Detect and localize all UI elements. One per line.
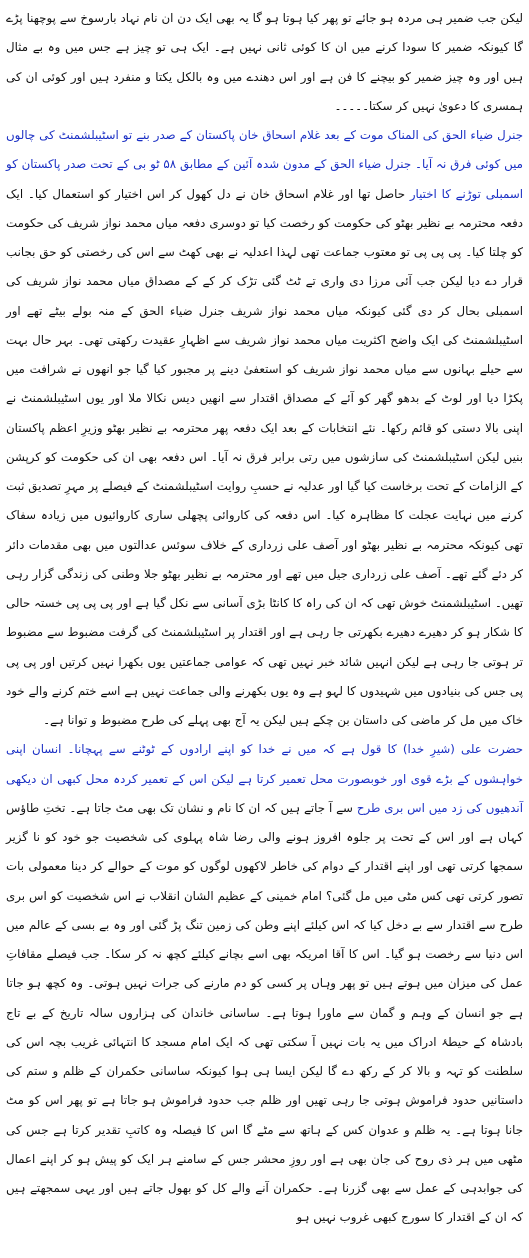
paragraph-3-highlight: حضرت علی (شیرِ خدا) کا قول ہے کہ میں نے خدا کو اپنے ارادوں کے ٹوٹنے سے پہچانا۔ انسان اپنی خواہشوں کے بڑے قوی اور خوبصورت محل تعمیر کرتا ہے لیکن اس کے تعمیر کردہ محل کبھی ان دیکھی آندھیوں کی زد میں اس بری طرح [6, 742, 523, 815]
paragraph-2-highlight: جنرل ضیاء الحق کی المناک موت کے بعد غلام اسحاق خان پاکستان کے صدر بنے تو اسٹیبلشمنٹ کی چالوں میں کوئی فرق نہ آیا۔ جنرل ضیاء الحق کے مدون شدہ آئین کے مطابق ۵۸ ٹو بی کے تحت صدر پاکستان کو اسمبلی توڑنے کا اختیار [6, 128, 524, 201]
paragraph-3-text: سے آ جاتے ہیں کہ ان کا نام و نشان تک بھی مٹ جاتا ہے۔ تختِ طاؤس کہاں ہے اور اس کے تحت پر جلوہ افروز ہونے والی رضا شاہ پہلوی کی شخصیت جو خود کو نا گزیر سمجھا کرتی تھی اور اپنے اقتدار کے دوام کی خاطر لاکھوں لوگوں کو موت کے حوالے کر دینا معمولی بات تصور کرتی تھی کس مٹی میں مل گئی؟ امام خمینی کے عظیم الشان انقلاب نے اس شخصیت کو اس بری طرح سے اقتدار سے بے دخل کیا کہ اس کیلئے اپنے وطن کی زمین تنگ پڑ گئی اور وہ بے بسی کے عالم میں اس دنیا سے رخصت ہو گیا۔ اس کا آقا امریکہ بھی اسے بچانے کیلئے کچھ نہ کر سکا۔ جب فیصلے مقافاتِ عمل کی میزان میں ہوتے ہیں تو پھر وہاں پر کسی کو دم مارنے کی جرات نہیں ہوتی۔ وہ کچھ ہو جاتا ہے جو انسان کے وہم و گمان سے ماورا ہوتا ہے۔ ساسانی خاندان کی ہزاروں سالہ تاریخ کے بے تاج بادشاہ کے حیطۂ ادراک میں یہ بات نہیں آ سکتی تھی کہ ایک امام مسجد کا انتہائی غریب بچہ اس کی سلطنت کو تہہ و بالا کر کے رکھ دے گا لیکن ایسا ہی ہوا کیونکہ ساسانی حکمران کے ظلم و ستم کی داستانیں حدود فراموش ہوتی جا رہی تھیں اور ظلم جب حدود فراموش ہو جاتا ہے تو پھر اس کو مٹ جانا ہوتا ہے۔ یہ ظلم و عدوان کس کے ہاتھ سے مٹے گا اس کا فیصلہ وہ کاتبِ تقدیر کرتا ہے جس کی مٹھی میں ہر ذی روح کی جان بھی ہے اور روزِ محشر جس کے سامنے ہر ایک کو پیش ہو کر اپنے اعمال کی جوابدہی کے عمل سے بھی گزرنا ہے۔ حکمران آنے والے کل کو بھول جاتے ہیں اور یہی سمجھتے ہیں کہ ان کے اقتدار کا سورج کبھی غروب نہیں ہو [6, 800, 523, 1225]
paragraph-3 [6, 735, 523, 1232]
paragraph-2-text: حاصل تھا اور غلام اسحاق خان نے دل کھول کر اس اختیار کو استعمال کیا۔ ایک دفعہ محترمہ بے نظیر بھٹو کی حکومت کو رخصت کیا تو دوسری دفعہ میاں محمد نواز شریف کی حکومت کو چلتا کیا۔ پی پی پی تو معتوب جماعت تھی لہذا اعدلیہ نے بھی کھٹ سے اس کی رخصتی کو حق بجانب قرار دے دیا لیکن جب آئی مرزا دی واری تے ٹٹ گئی تڑک کر کے کے مصداق میاں محمد نواز شریف کی اسمبلی بحال کر دی گئی کیونکہ میاں محمد نواز شریف جنرل ضیاء الحق کے منہ بولے بیٹے تھے اور اسٹیبلشمنٹ کی ایک واضح اکثریت میاں محمد نواز شریف سے اظہارِ عقیدت رکھتی تھی۔ بہر حال بہت سے حیلے بہانوں سے میاں محمد نواز شریف کو استعفیٰ دینے پر مجبور کیا گیا جو انھوں نے شرافت میں پکڑا دیا اور لوٹ کے بدھو گھر کو آئے کے مصداق اقتدار سے انھیں دیس نکالا ملا اور یوں اسٹیبلشمنٹ نے اپنی بالا دستی کو قائم رکھا۔ نئے انتخابات کے بعد ایک دفعہ پھر محترمہ بے نظیر بھٹو وزیرِ اعظم پاکستان بنیں لیکن اسٹیبلشمنٹ کی سازشوں میں رتی برابر فرق نہ آیا۔ اس دفعہ بھی ان کی حکومت کو کرپشن کے الزامات کے تحت برخاست کیا گیا اور عدلیہ نے حسبِ روایت اسٹیبلشمنٹ کے فیصلے پر مہرِ تصدیق ثبت کرنے میں نہایت عجلت کا مظاہرہ کیا۔ اس دفعہ کی کاروائی پچھلی ساری کاروائیوں میں زیادہ سفاک تھی کیونکہ محترمہ بے نظیر بھٹو اور آصف علی زرداری کے خلاف سوئس عدالتوں میں بھی مقدمات دائر کر دئے گئے تھے۔ آصف علی زرداری جیل میں تھے اور محترمہ بے نظیر بھٹو جلا وطنی کی زندگی گزار رہی تھیں۔ اسٹیبلشمنٹ خوش تھی کہ ان کی راہ کا کانٹا بڑی آسانی سے نکل گیا ہے اور پی پی پی خستہ حالی کا شکار ہو کر دھیرے دھیرے بکھرتی جا رہی ہے اور اقتدار پر اسٹیبلشمنٹ کی گرفت مضبوط سے مضبوط تر ہوتی جا رہی ہے لیکن انہیں شائد خبر نہیں تھی کہ عوامی جماعتیں یوں بکھرا نہیں کرتیں اور پی پی پی جس کی بنیادوں میں شہیدوں کا لہو ہے وہ یوں بکھرنے والی جماعت نہیں ہے اسے ختم کرنے والے خود خاک میں مل کر ماضی کی داستان بن چکے ہیں لیکن یہ آج بھی پہلے کی طرح مضبوط و توانا ہے۔ [6, 186, 523, 727]
paragraph-1-text: لیکن جب ضمیر ہی مردہ ہو جائے تو پھر کیا ہوتا ہو گا یہ بھی ایک دن ان نام نہاد بارسوخ سے پوچھنا پڑے گا کیونکہ ضمیر کا سودا کرنے میں ان کا کوئی ثانی نہیں ہے۔ ایک ہی تو چیز ہے جس میں وہ بے مثال ہیں اور وہ چیز ضمیر کو بیچنے کا فن ہے اور اس دھندے میں وہ بالکل یکتا و منفرد ہیں اور کوئی ان کی ہمسری کا دعویٰ نہیں کر سکتا۔۔۔۔۔ [6, 11, 523, 113]
paragraph-1 [6, 4, 523, 121]
paragraph-2 [6, 121, 523, 735]
